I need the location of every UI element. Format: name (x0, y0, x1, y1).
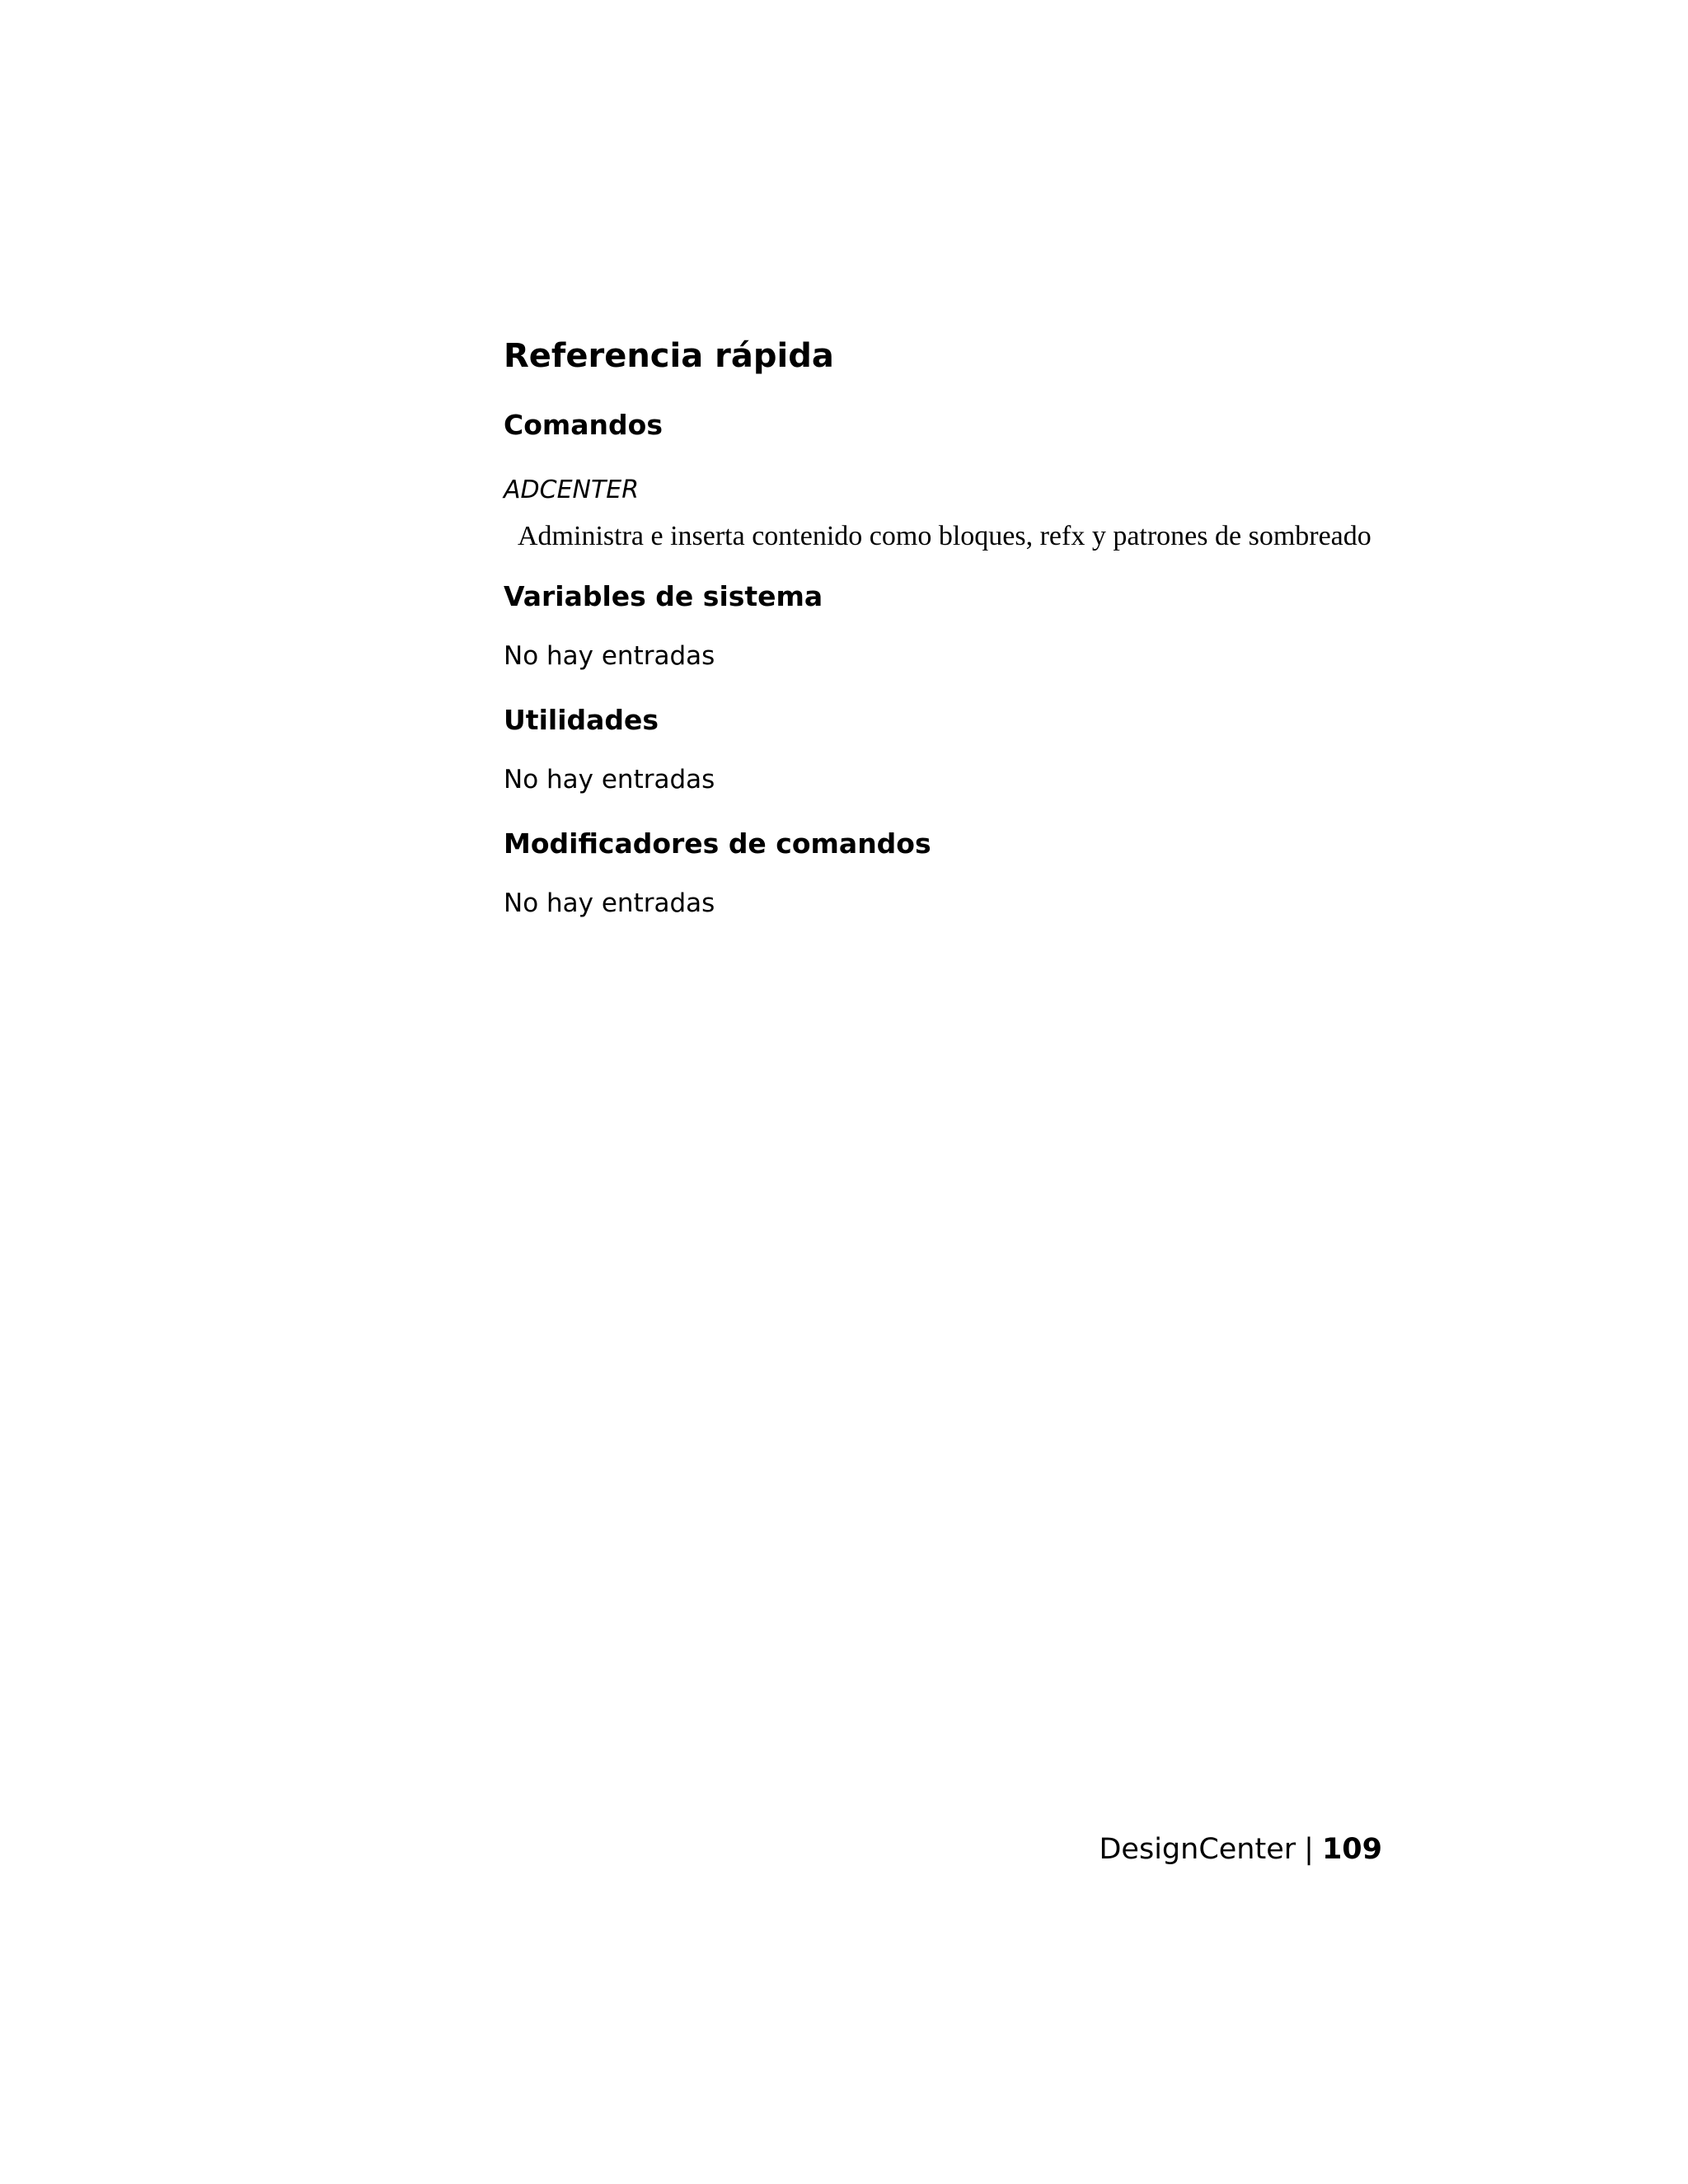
utilities-heading: Utilidades (504, 704, 659, 736)
page-number: 109 (1321, 1833, 1382, 1866)
system-variables-entry: No hay entradas (504, 641, 715, 671)
footer-chapter-title: DesignCenter (1099, 1833, 1296, 1866)
utilities-entry: No hay entradas (504, 765, 715, 794)
command-name: ADCENTER (504, 476, 640, 504)
page-footer (1099, 1831, 1382, 1868)
command-modifiers-heading: Modificadores de comandos (504, 827, 931, 860)
page-title: Referencia rápida (504, 337, 834, 375)
footer-separator: | (1304, 1833, 1314, 1866)
command-modifiers-entry: No hay entradas (504, 888, 715, 918)
command-description: Administra e inserta contenido como bloques, refx y patrones de sombreado (518, 521, 1372, 551)
system-variables-heading: Variables de sistema (504, 580, 823, 612)
commands-heading: Comandos (504, 409, 663, 441)
